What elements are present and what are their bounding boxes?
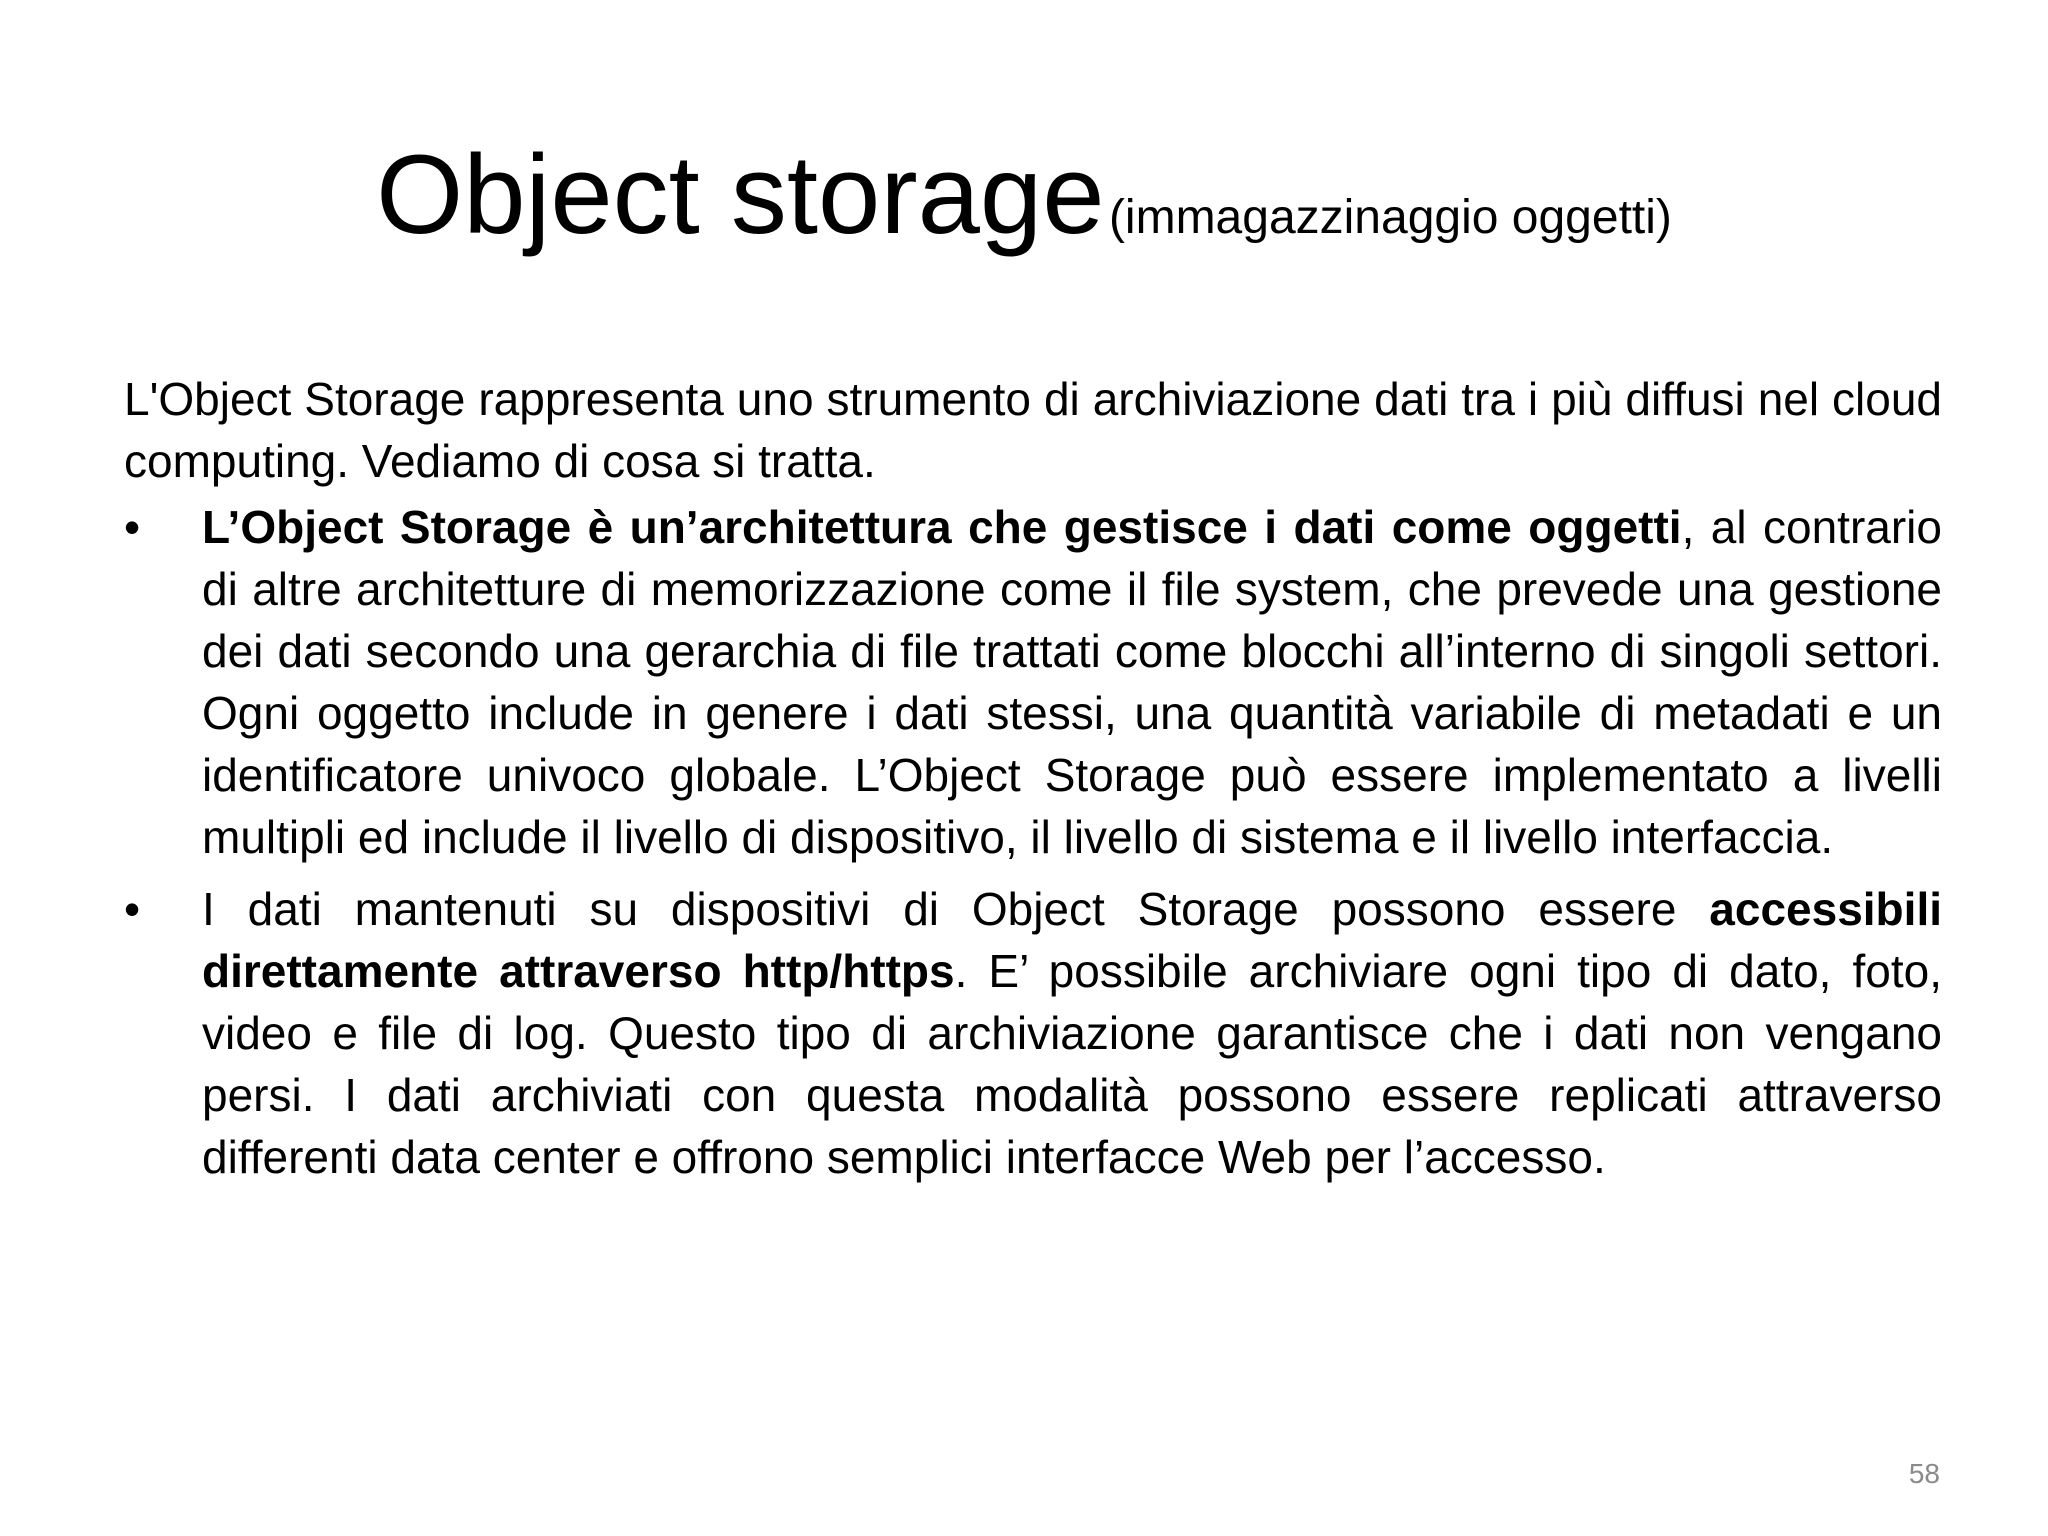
bullet-2-text: . E’ possibile archiviare ogni tipo di dato, foto, video e file di log. Questo tipo di archiviazione garantisce che i dati non vengano persi. I dati archiviati con questa modalità possono essere replicati attraverso differenti data center e offrono semplici interfacce Web per l’accesso. <box>202 945 1942 1183</box>
bullet-marker: • <box>124 883 141 935</box>
bullet-1-bold-text: L’Object Storage è un’architettura che gestisce i dati come oggetti <box>202 501 1682 553</box>
bullet-2-lead: I dati mantenuti su dispositivi di Object Storage possono essere <box>202 883 1710 935</box>
bullet-item-1 <box>124 496 1942 868</box>
bullet-item-2 <box>124 878 1942 1188</box>
title-main: Object storage <box>376 132 1105 257</box>
title-subtitle: (immagazzinaggio oggetti) <box>1108 191 1672 244</box>
bullet-1-text: , al contrario di altre architetture di memorizzazione come il file system, che prevede una gestione dei dati secondo una gerarchia di file trattati come blocchi all’interno di singoli settori. Ogni oggetto include in genere i dati stessi, una quantità variabile di metadati e un identificatore univoco globale. L’Object Storage può essere implementato a livelli multipli ed include il livello di dispositivo, il livello di sistema e il livello interfaccia. <box>202 501 1942 863</box>
slide-title <box>0 120 2048 293</box>
bullet-2-bold-text: accessibili direttamente attraverso http/https <box>202 883 1942 997</box>
page-number: 58 <box>1908 1458 1940 1489</box>
slide-body <box>124 368 1942 1198</box>
bullet-list <box>124 496 1942 1188</box>
intro-paragraph: L'Object Storage rappresenta uno strumento di archiviazione dati tra i più diffusi nel cloud computing. Vediamo di cosa si tratta. <box>124 373 1942 487</box>
bullet-marker: • <box>124 501 141 553</box>
